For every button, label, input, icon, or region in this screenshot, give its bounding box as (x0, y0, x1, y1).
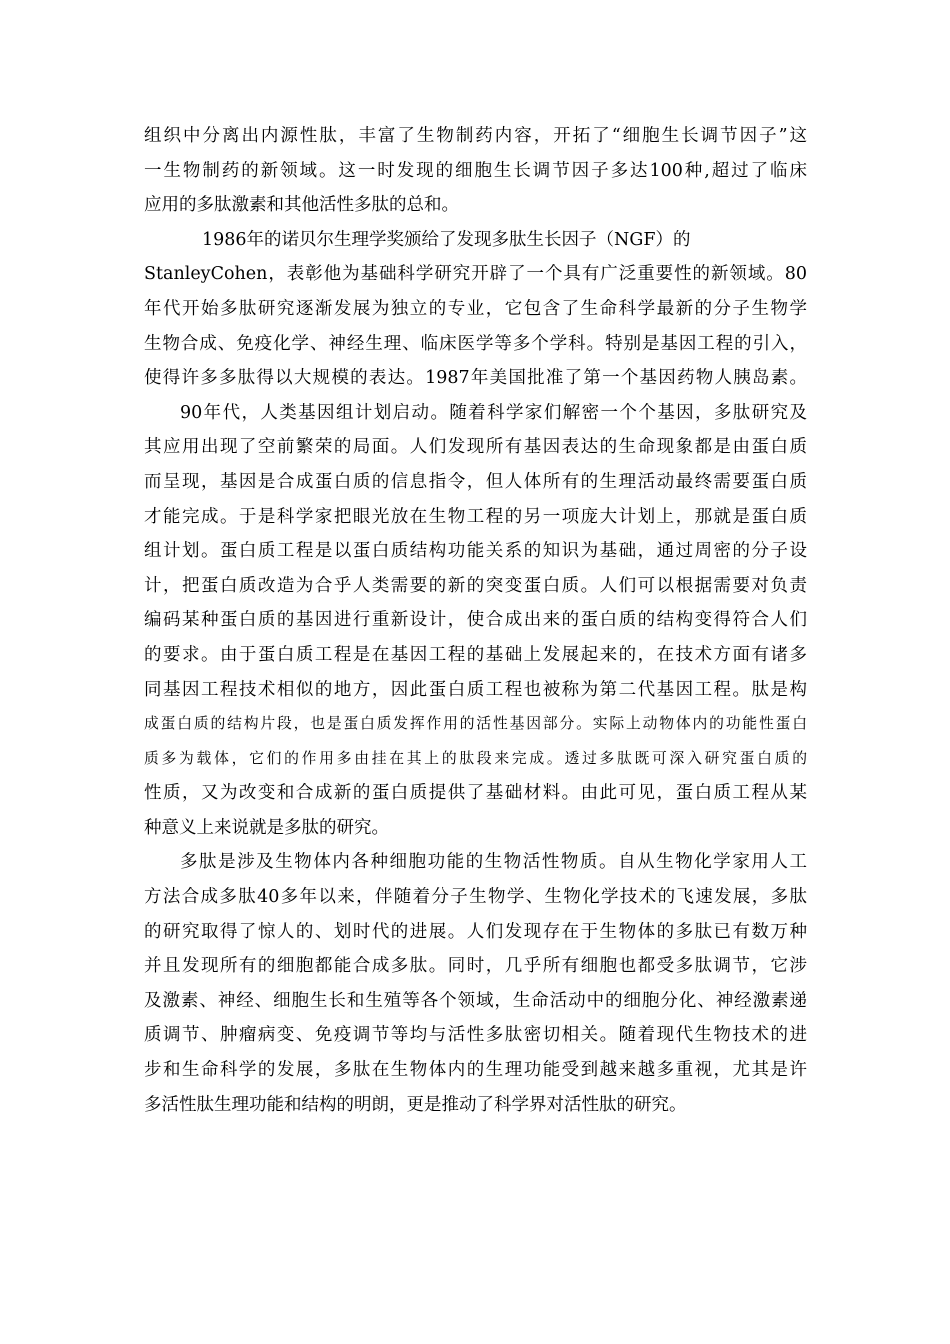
text-line: 质多为载体，它们的作用多由挂在其上的肽段来完成。透过多肽既可深入研究蛋白质的 (144, 749, 807, 767)
text-line: 组织中分离出内源性肽，丰富了生物制药内容，开拓了“细胞生长调节因子”这 (144, 126, 807, 146)
text-line: StanleyCohen，表彰他为基础科学研究开辟了一个具有广泛重要性的新领域。80 (144, 264, 807, 285)
text-line: 计，把蛋白质改造为合乎人类需要的新的突变蛋白质。人们可以根据需要对负责 (144, 575, 807, 596)
text-line: 应用的多肽激素和其他活性多肽的总和。 (144, 195, 459, 216)
text-line: 使得许多多肽得以大规模的表达。1987年美国批准了第一个基因药物人胰岛素。 (144, 368, 807, 389)
text-line: 多肽是涉及生物体内各种细胞功能的生物活性物质。自从生物化学家用人工 (180, 852, 807, 873)
text-line: 并且发现所有的细胞都能合成多肽。同时，几乎所有细胞也都受多肽调节，它涉 (144, 956, 807, 977)
text-line: 方法合成多肽40多年以来，伴随着分子生物学、生物化学技术的飞速发展，多肽 (144, 887, 807, 908)
text-line: 的研究取得了惊人的、划时代的进展。人们发现存在于生物体的多肽已有数万种 (144, 921, 807, 942)
text-line: 编码某种蛋白质的基因进行重新设计，使合成出来的蛋白质的结构变得符合人们 (144, 610, 807, 631)
text-line: 生物合成、免疫化学、神经生理、临床医学等多个学科。特别是基因工程的引入， (144, 333, 807, 354)
text-line: 其应用出现了空前繁荣的局面。人们发现所有基因表达的生命现象都是由蛋白质 (144, 437, 807, 458)
text-line: 的要求。由于蛋白质工程是在基因工程的基础上发展起来的，在技术方面有诸多 (144, 644, 807, 665)
text-line: 种意义上来说就是多肽的研究。 (144, 817, 389, 838)
text-line: 才能完成。于是科学家把眼光放在生物工程的另一项庞大计划上，那就是蛋白质 (144, 506, 807, 527)
text-line: 多活性肽生理功能和结构的明朗，更是推动了科学界对活性肽的研究。 (144, 1094, 687, 1115)
text-line: 年代开始多肽研究逐渐发展为独立的专业，它包含了生命科学最新的分子生物学 (144, 298, 807, 319)
text-line: 步和生命科学的发展，多肽在生物体内的生理功能受到越来越多重视，尤其是许 (144, 1060, 807, 1081)
text-line: 及激素、神经、细胞生长和生殖等各个领域，生命活动中的细胞分化、神经激素递 (144, 990, 807, 1011)
text-line: 一生物制药的新领域。这一时发现的细胞生长调节因子多达100种,超过了临床 (144, 160, 807, 181)
text-line: 90年代，人类基因组计划启动。随着科学家们解密一个个基因，多肽研究及 (180, 402, 807, 423)
text-line: 同基因工程技术相似的地方，因此蛋白质工程也被称为第二代基因工程。肽是构 (144, 679, 807, 700)
text-line: 质调节、肿瘤病变、免疫调节等均与活性多肽密切相关。随着现代生物技术的进 (144, 1025, 807, 1046)
text-line: 组计划。蛋白质工程是以蛋白质结构功能关系的知识为基础，通过周密的分子设 (144, 541, 807, 562)
text-line: 成蛋白质的结构片段，也是蛋白质发挥作用的活性基因部分。实际上动物体内的功能性蛋白 (144, 715, 807, 733)
text-line: 而呈现，基因是合成蛋白质的信息指令，但人体所有的生理活动最终需要蛋白质 (144, 471, 807, 492)
text-line: 性质，又为改变和合成新的蛋白质提供了基础材料。由此可见，蛋白质工程从某 (144, 783, 807, 804)
document-body (144, 119, 807, 1122)
text-line: 1986年的诺贝尔生理学奖颁给了发现多肽生长因子（NGF）的 (202, 229, 691, 250)
